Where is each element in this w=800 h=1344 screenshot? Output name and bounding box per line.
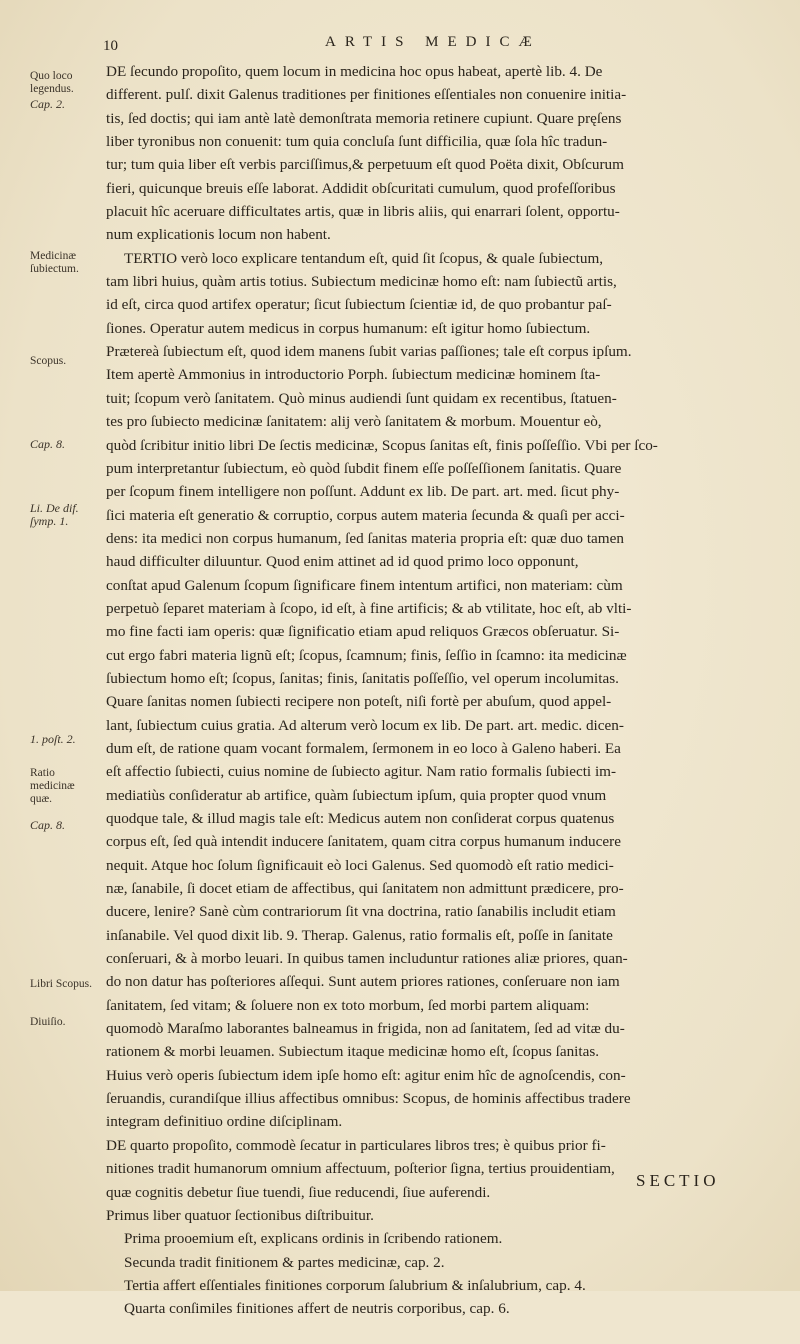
text-line: næ, ſanabile, ſi docet etiam de affectibus, qui ſanitatem non admittunt prædicere, pro- <box>106 880 624 898</box>
text-line: quomodò Maraſmo laborantes balneamus in frigida, non ad ſanitatem, ſed ad vitæ du- <box>106 1020 625 1038</box>
text-line: Primus liber quatuor ſectionibus diſtribuitur. <box>106 1206 374 1224</box>
text-line: inſanabile. Vel quod dixit lib. 9. Therap. Galenus, ratio formalis eſt, poſſe in ſanitate <box>106 926 613 944</box>
margin-note: Cap. 2. <box>30 97 66 111</box>
text-line: dum eſt, de ratione quam vocant formalem, ſermonem in eo loco à Galeno haberi. Ea <box>106 739 621 757</box>
text-line: do non datur has poſteriores aſſequi. Sunt autem priores rationes, conſeruare non iam <box>106 973 620 991</box>
text-line: nitiones tradit humanorum omnium affectuum, poſterior ſigna, tertius prouidentiam, <box>106 1160 615 1178</box>
text-line: ſeruandis, curandiſque illius affectibus omnibus: Scopus, de hominis affectibus tradere <box>106 1090 631 1108</box>
margin-note: Ratio medicinæ quæ. <box>30 767 75 805</box>
text-line: per ſcopum finem intelligere non poſſunt. Addunt ex lib. De part. art. med. ſicut phy- <box>106 483 620 501</box>
margin-note: Libri Scopus. <box>30 978 92 990</box>
margin-note: Quo loco legendus. <box>30 70 74 95</box>
text-line: rationem & morbi leuamen. Subiectum itaque medicinæ homo eſt, ſcopus ſanitas. <box>106 1043 600 1061</box>
text-line: DE ſecundo propoſito, quem locum in medicina hoc opus habeat, apertè lib. 4. De <box>106 63 603 80</box>
text-line: dens: ita medici non corpus humanum, ſed ſanitas materia propria eſt: quæ duo tamen <box>106 529 624 547</box>
margin-note: Li. De dif. ſymp. 1. <box>30 501 79 528</box>
page-header <box>0 34 800 58</box>
text-line: Prima prooemium eſt, explicans ordinis in ſcribendo rationem. <box>124 1230 503 1248</box>
text-line: tam libri huius, quàm artis totius. Subiectum medicinæ homo eſt: nam ſubiectũ artis, <box>106 273 617 291</box>
text-line: pum interpretantur ſubiectum, eò quòd ſubdit finem eſſe poſſeſſionem ſanitatis. Quare <box>106 459 622 477</box>
text-line: fieri, quicunque breuis eſſe laborat. Addidit obſcuritati cumulum, quod profeſſoribus <box>106 179 616 197</box>
text-line: eſt affectio ſubiecti, cuius nomine de ſubiecto agitur. Nam ratio formalis ſubiecti im- <box>106 763 617 781</box>
text-line: quæ cognitis debetur ſiue tuendi, ſiue reducendi, ſiue auferendi. <box>106 1183 491 1201</box>
catchword: SECTIO <box>636 1171 720 1190</box>
text-line <box>106 1321 776 1344</box>
text-line: different. pulſ. dixit Galenus traditiones per finitiones eſſentiales non conuenire initia- <box>106 86 627 104</box>
text-line: tur; tum quia liber eſt verbis parciſſimus,& perpetuum eſt quod Poëta dixit, Obſcurum <box>106 156 624 174</box>
page-number: 10 <box>103 38 118 54</box>
text-line: Prætereà ſubiectum eſt, quod idem manens ſubit varias paſſiones; tale eſt corpus ipſum. <box>106 343 632 361</box>
text-line: Huius verò operis ſubiectum idem ipſe homo eſt: agitur enim hîc de agnoſcendis, con- <box>106 1066 626 1084</box>
text-line: Item apertè Ammonius in introductorio Porph. ſubiectum medicinæ hominem ſta- <box>106 366 601 384</box>
text-line: DE quarto propoſito, commodè ſecatur in particulares libros tres; è quibus prior fi- <box>106 1136 606 1154</box>
text-line: num explicationis locum non habent. <box>106 226 331 244</box>
text-line: perpetuò ſeparet materiam à ſcopo, id eſt, à fine artificis; & ab vtilitate, hoc eſt, ab vlti- <box>106 599 632 617</box>
margin-note: Scopus. <box>30 355 67 367</box>
text-line: tis, ſed doctis; qui iam antè latè demonſtrata memoria retinere cupiunt. Quare pręſens <box>106 109 622 127</box>
text-line: lant, ſubiectum cuius gratia. Ad alterum verò locum ex lib. De part. art. medic. dicen- <box>106 716 624 734</box>
margin-note: 1. poſt. 2. <box>30 732 76 746</box>
margin-note: Cap. 8. <box>30 818 66 832</box>
text-line: Quare ſanitas nomen ſubiecti recipere non poteſt, niſi fortè per abuſum, quod appel- <box>106 693 612 711</box>
text-line: Quarta conſimiles finitiones affert de neutris corporibus, cap. 6. <box>124 1300 510 1318</box>
text-line: ſanitatem, ſed vitam; & ſoluere non ex toto morbum, ſed morbi partem aliquam: <box>106 996 590 1014</box>
text-line: corpus eſt, ſed quà intendit inducere ſanitatem, quam citra corpus humanum inducere <box>106 833 621 851</box>
text-line: placuit hîc aceruare difficultates artis, quæ in libris aliis, qui enarrari ſolent, opportu- <box>106 203 620 221</box>
margin-note: Cap. 8. <box>30 437 66 451</box>
text-line: tes pro ſubiecto medicinæ ſanitatem: alij verò ſanitatem & morbum. Mouentur eò, <box>106 413 602 431</box>
text-line: nequit. Atque hoc ſolum ſignificauit eò loci Galenus. Sed quomodò eſt ratio medici- <box>106 856 614 874</box>
running-head: ARTIS MEDICÆ <box>325 34 541 50</box>
text-line: mediatiùs conſideratur ab artifice, quàm ſubiectum ipſum, quia propter quod vnum <box>106 786 607 804</box>
text-line: cut ergo fabri materia lignũ eſt; ſcopus, ſcamnum; finis, ſeſſio in ſcamno: ita medicinæ <box>106 646 627 664</box>
text-line: integram definitiuo ordine diſciplinam. <box>106 1113 343 1131</box>
text-line: TERTIO verò loco explicare tentandum eſt, quid ſit ſcopus, & quale ſubiectum, <box>124 249 604 267</box>
text-line: conſtat apud Galenum ſcopum ſignificare finem intentum artifici, non materiam: cùm <box>106 576 623 594</box>
text-line: conſeruari, & à morbo leuari. In quibus tamen includuntur rationes aliæ priores, quan- <box>106 950 628 968</box>
text-line: quodque tale, & illud magis tale eſt: Medicus autem non conſiderat corpus quatenus <box>106 810 615 827</box>
text-line: ſiones. Operatur autem medicus in corpus humanum: eſt igitur homo ſubiectum. <box>106 319 591 337</box>
text-line: mo fine facti iam operis: quæ ſignificatio etiam apud reliquos Græcos obſeruatur. Si- <box>106 623 620 641</box>
text-line: haud difficulter diluuntur. Quod enim attinet ad id quod primo loco opponunt, <box>106 553 579 571</box>
margin-note: Medicinæ ſubiectum. <box>30 250 79 275</box>
text-line: ſubiectum homo eſt; ſcopus, ſanitas; finis, ſanitatis poſſeſſio, vel operum incolumitas. <box>106 669 619 687</box>
text-line: quòd ſcribitur initio libri De ſectis medicinæ, Scopus ſanitas eſt, finis poſſeſſio. Vbi per ſco- <box>106 436 658 454</box>
margin-note: Diuiſio. <box>30 1016 66 1028</box>
text-line: ducere, lenire? Sanè cùm contrariorum ſit vna doctrina, ratio ſanabilis includit etiam <box>106 903 616 921</box>
text-line: liber tyronibus non conuenit: tum quia concluſa ſunt difficilia, quæ ſola hîc tradun- <box>106 133 608 151</box>
text-line: Secunda tradit finitionem & partes medicinæ, cap. 2. <box>124 1253 445 1271</box>
text-line: tuit; ſcopum verò ſanitatem. Quò minus audiendi ſunt quidam ex recentibus, ſtatuen- <box>106 389 617 407</box>
body-text <box>106 60 776 1344</box>
text-line: Tertia affert eſſentiales finitiones corporum ſalubrium & inſalubrium, cap. 4. <box>124 1276 586 1294</box>
text-line: id eſt, circa quod artifex operatur; ſicut ſubiectum ſcientiæ id, de quo probantur paſ- <box>106 296 612 314</box>
text-line: ſici materia eſt generatio & corruptio, corpus autem materia ſecunda & quaſi per acci- <box>106 506 625 524</box>
